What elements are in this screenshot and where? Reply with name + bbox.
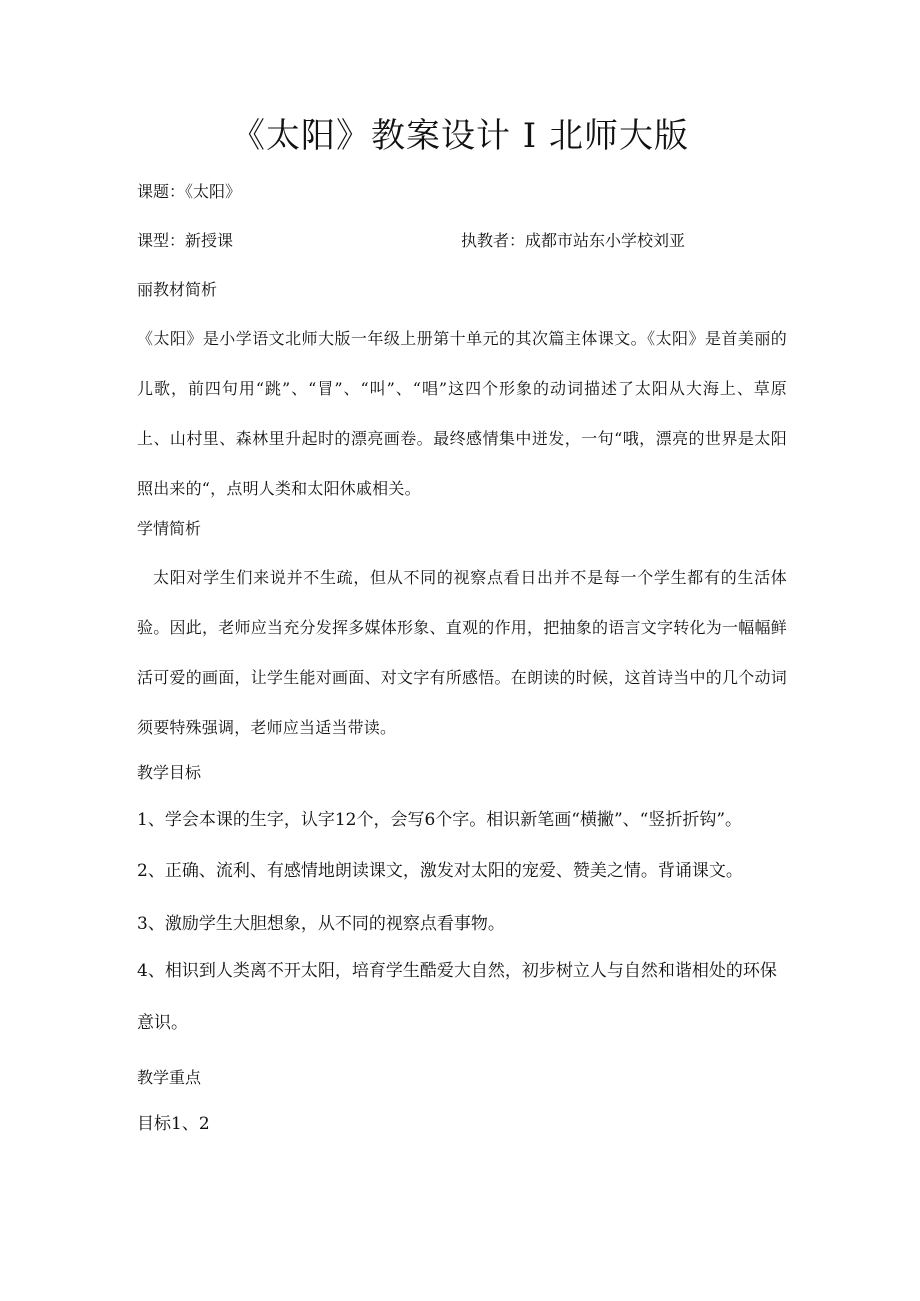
objective-item-2: 2、正确、流利、有感情地朗读课文，激发对太阳的宠爱、赞美之情。背诵课文。 <box>137 861 743 881</box>
objective-item-4: 4、相识到人类离不开太阳，培育学生酷爱大自然，初步树立人与自然和谐相处的环保意识。 <box>137 961 777 1033</box>
lesson-topic: 课题：《太阳》 <box>137 182 242 201</box>
section-heading-textbook: 丽教材简析 <box>137 280 218 299</box>
lesson-type: 课型：新授课 <box>137 231 234 250</box>
objective-item-1: 1、学会本课的生字，认字12个，会写6个字。相识新笔画“横撇”、“竖折折钩”。 <box>137 810 743 830</box>
section-heading-key-points: 教学重点 <box>137 1068 202 1087</box>
textbook-analysis-paragraph: 《太阳》是小学语文北师大版一年级上册第十单元的其次篇主体课文。《太阳》是首美丽的儿歌，前四句用“跳”、“冒”、“叫”、“唱”这四个形象的动词描述了太阳从大海上、草原上、山村里、森林里升起时的漂亮画卷。最终感情集中迸发，一句“哦，漂亮的世界是太阳照出来的“，点明人类和太阳休戚相关。 <box>137 329 787 498</box>
document-title: 《太阳》教案设计 I 北师大版 <box>230 116 690 156</box>
objective-item-3: 3、激励学生大胆想象，从不同的视察点看事物。 <box>137 914 505 934</box>
teacher-name: 执教者：成都市站东小学校刘亚 <box>461 231 686 250</box>
section-heading-students: 学情简析 <box>137 519 202 538</box>
students-analysis-paragraph: 太阳对学生们来说并不生疏，但从不同的视察点看日出并不是每一个学生都有的生活体验。因此，老师应当充分发挥多媒体形象、直观的作用，把抽象的语言文字转化为一幅幅鲜活可爱的画面，让学生能对画面、对文字有所感悟。在朗读的时候，这首诗当中的几个动词须要特殊强调，老师应当适当带读。 <box>137 568 787 737</box>
lesson-meta-row <box>137 229 797 253</box>
section-heading-objectives: 教学目标 <box>137 763 202 782</box>
key-points-text: 目标1、2 <box>137 1114 210 1134</box>
